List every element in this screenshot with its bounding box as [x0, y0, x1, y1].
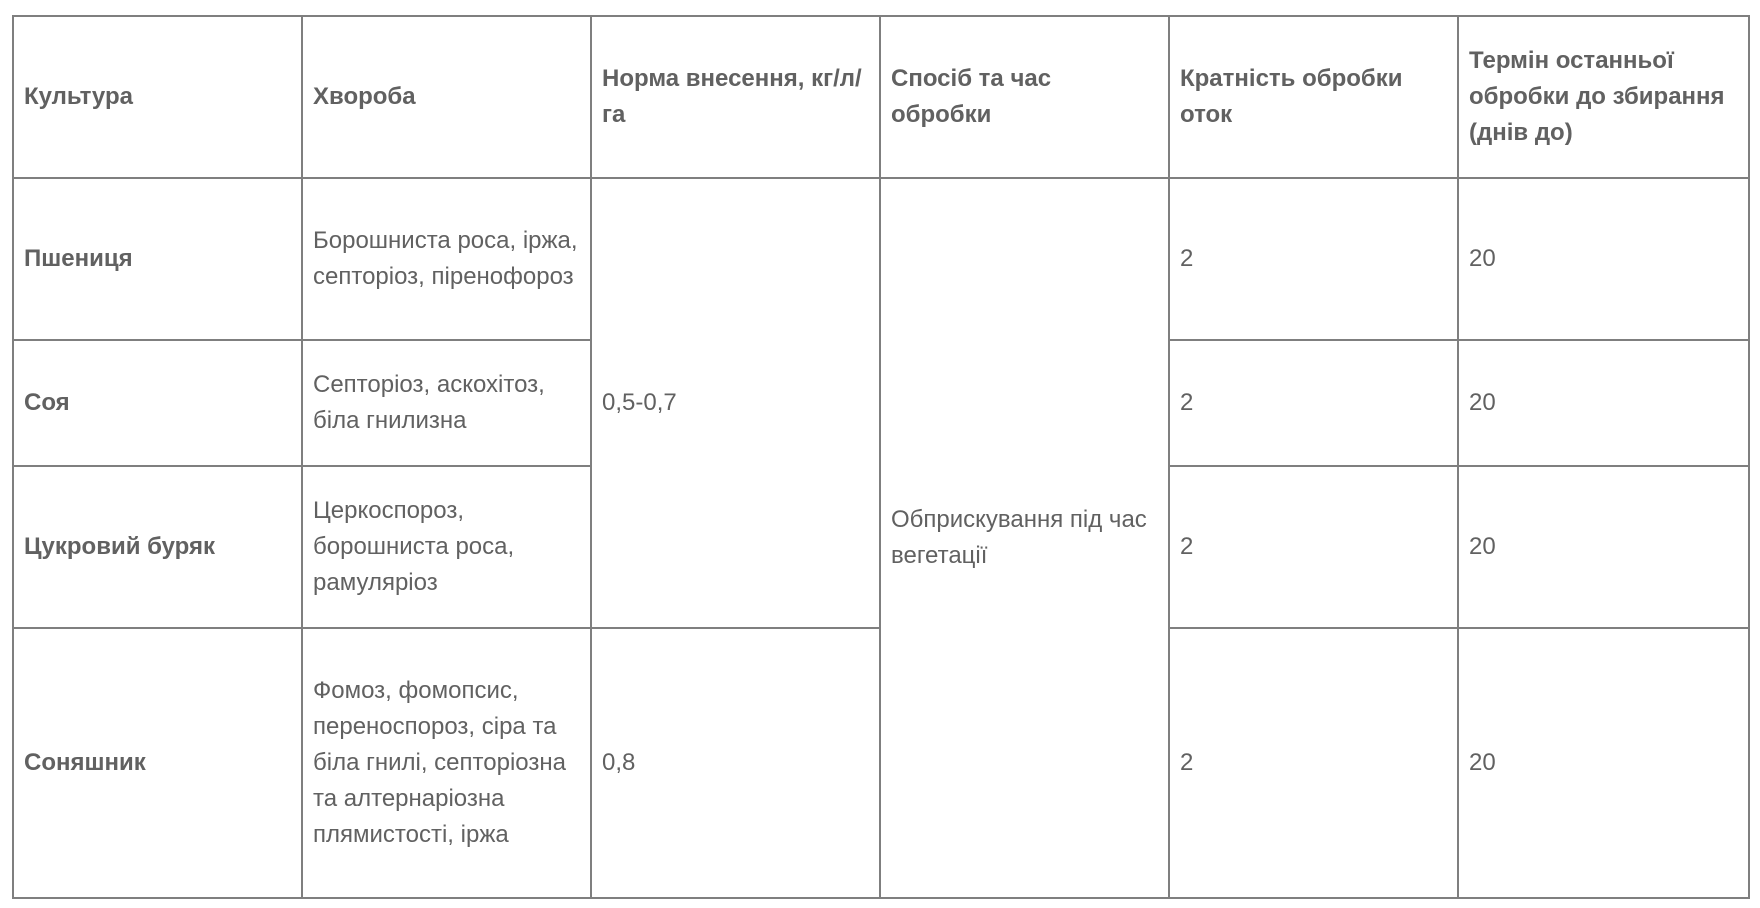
header-row [13, 16, 1749, 178]
multiplicity-cell: 2 [1169, 628, 1458, 898]
header-disease: Хвороба [302, 16, 591, 178]
header-treatment-multiplicity: Кратність обробки оток [1169, 16, 1458, 178]
application-rate-cell: 0,8 [591, 628, 880, 898]
term-cell: 20 [1458, 628, 1749, 898]
multiplicity-cell: 2 [1169, 466, 1458, 628]
header-application-rate: Норма внесення, кг/л/га [591, 16, 880, 178]
application-rate-cell: 0,5-0,7 [591, 178, 880, 628]
term-cell: 20 [1458, 340, 1749, 466]
crop-cell: Соя [13, 340, 302, 466]
term-cell: 20 [1458, 178, 1749, 340]
multiplicity-cell: 2 [1169, 178, 1458, 340]
header-method-and-time: Спосіб та час обробки [880, 16, 1169, 178]
crop-cell: Соняшник [13, 628, 302, 898]
header-last-treatment-term: Термін останньої обробки до збирання (днів до) [1458, 16, 1749, 178]
method-cell: Обприскування під час вегетації [880, 178, 1169, 898]
treatment-table [12, 15, 1750, 899]
table-row [13, 178, 1749, 340]
disease-cell: Церкоспороз, борошниста роса, рамуляріоз [302, 466, 591, 628]
header-crop: Культура [13, 16, 302, 178]
disease-cell: Борошниста роса, іржа, септоріоз, піренофороз [302, 178, 591, 340]
crop-cell: Пшениця [13, 178, 302, 340]
crop-cell: Цукровий буряк [13, 466, 302, 628]
treatment-table-wrapper [12, 15, 1750, 899]
term-cell: 20 [1458, 466, 1749, 628]
multiplicity-cell: 2 [1169, 340, 1458, 466]
disease-cell: Септоріоз, аскохітоз, біла гнилизна [302, 340, 591, 466]
disease-cell: Фомоз, фомопсис, переноспороз, сіра та біла гнилі, септоріозна та алтернаріозна плямистості, іржа [302, 628, 591, 898]
